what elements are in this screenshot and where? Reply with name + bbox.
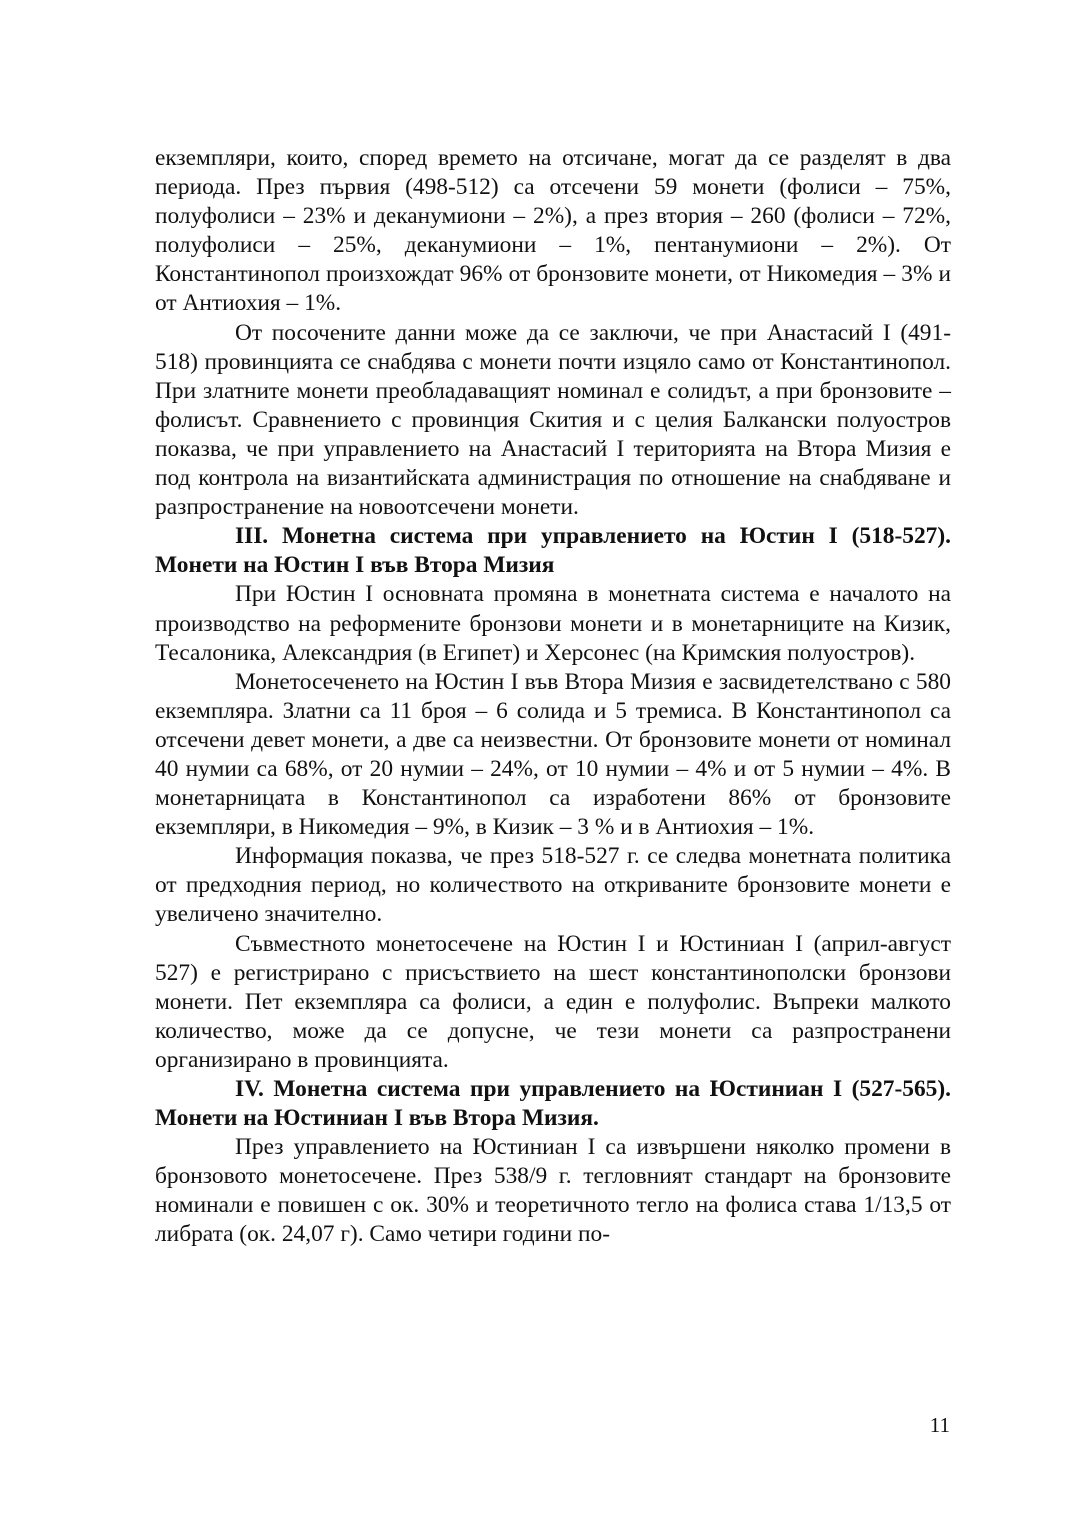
paragraph-justinian-changes: През управлението на Юстиниан I са извършени няколко промени в бронзовото монетосечене. През 538/9 г. тегловният стандарт на бронзовите номинали е повишен с ок. 30% и теоретичното тегло на фолиса става 1/13,5 от либрата (ок. 24,07 г). Само четири години по- [155, 1134, 951, 1248]
section-heading-justin: III. Монетна система при управлението на Юстин I (518-527). Монети на Юстин I във Втора Мизия [155, 523, 951, 579]
paragraph-continuation: екземпляри, които, според времето на отсичане, могат да се разделят в два периода. През първия (498-512) са отсечени 59 монети (фолиси – 75%, полуфолиси – 23% и деканумиони – 2%), а през втория – 260 (фолиси – 72%, полуфолиси – 25%, деканумиони – 1%, пентанумиони – 2%). От Константинопол произхождат 96% от бронзовите монети, от Никомедия – 3% и от Антиохия – 1%. [155, 145, 951, 317]
paragraph-anastasius-conclusion: От посочените данни може да се заключи, че при Анастасий I (491-518) провинцията се снабдява с монети почти изцяло само от Константинопол. При златните монети преобладаващият номинал е солидът, а при бронзовите – фолисът. Сравнението с провинция Скития и с целия Балкански полуостров показва, че при управлението на Анастасий I територията на Втора Мизия е под контрола на византийската администрация по отношение на снабдяване и разпространение на новоотсечени монети. [155, 319, 951, 521]
paragraph-information: Информация показва, че през 518-527 г. се следва монетната политика от предходния период, но количеството на откриваните бронзовите монети е увеличено значително. [155, 843, 951, 928]
section-heading-justinian: IV. Монетна система при управлението на Юстиниан I (527-565). Монети на Юстиниан I във Втора Мизия. [155, 1076, 951, 1132]
paragraph-justin-coinage: Монетосеченето на Юстин I във Втора Мизия е засвидетелствано с 580 екземпляра. Златни са 11 броя – 6 солида и 5 тремиса. В Константинопол са отсечени девет монети, а две са неизвестни. От бронзовите монети от номинал 40 нумии са 68%, от 20 нумии – 24%, от 10 нумии – 4% и от 5 нумии – 4%. В монетарницата в Константинопол са изработени 86% от бронзовите екземпляри, в Никомедия – 9%, в Кизик – 3 % и в Антиохия – 1%. [155, 668, 951, 841]
page-body [155, 144, 951, 1250]
page-number: 11 [929, 1413, 950, 1437]
paragraph-joint-coinage: Съвместното монетосечене на Юстин I и Юстиниан I (април-август 527) е регистрирано с присъствието на шест константинополски бронзови монети. Пет екземпляра са фолиси, а един е полуфолис. Въпреки малкото количество, може да се допусне, че тези монети са разпространени организирано в провинцията. [155, 930, 951, 1073]
paragraph-justin-reform: При Юстин I основната промяна в монетната система е началото на производство на реформените бронзови монети и в монетарниците на Кизик, Тесалоника, Александрия (в Египет) и Херсонес (на Кримския полуостров). [155, 581, 951, 666]
